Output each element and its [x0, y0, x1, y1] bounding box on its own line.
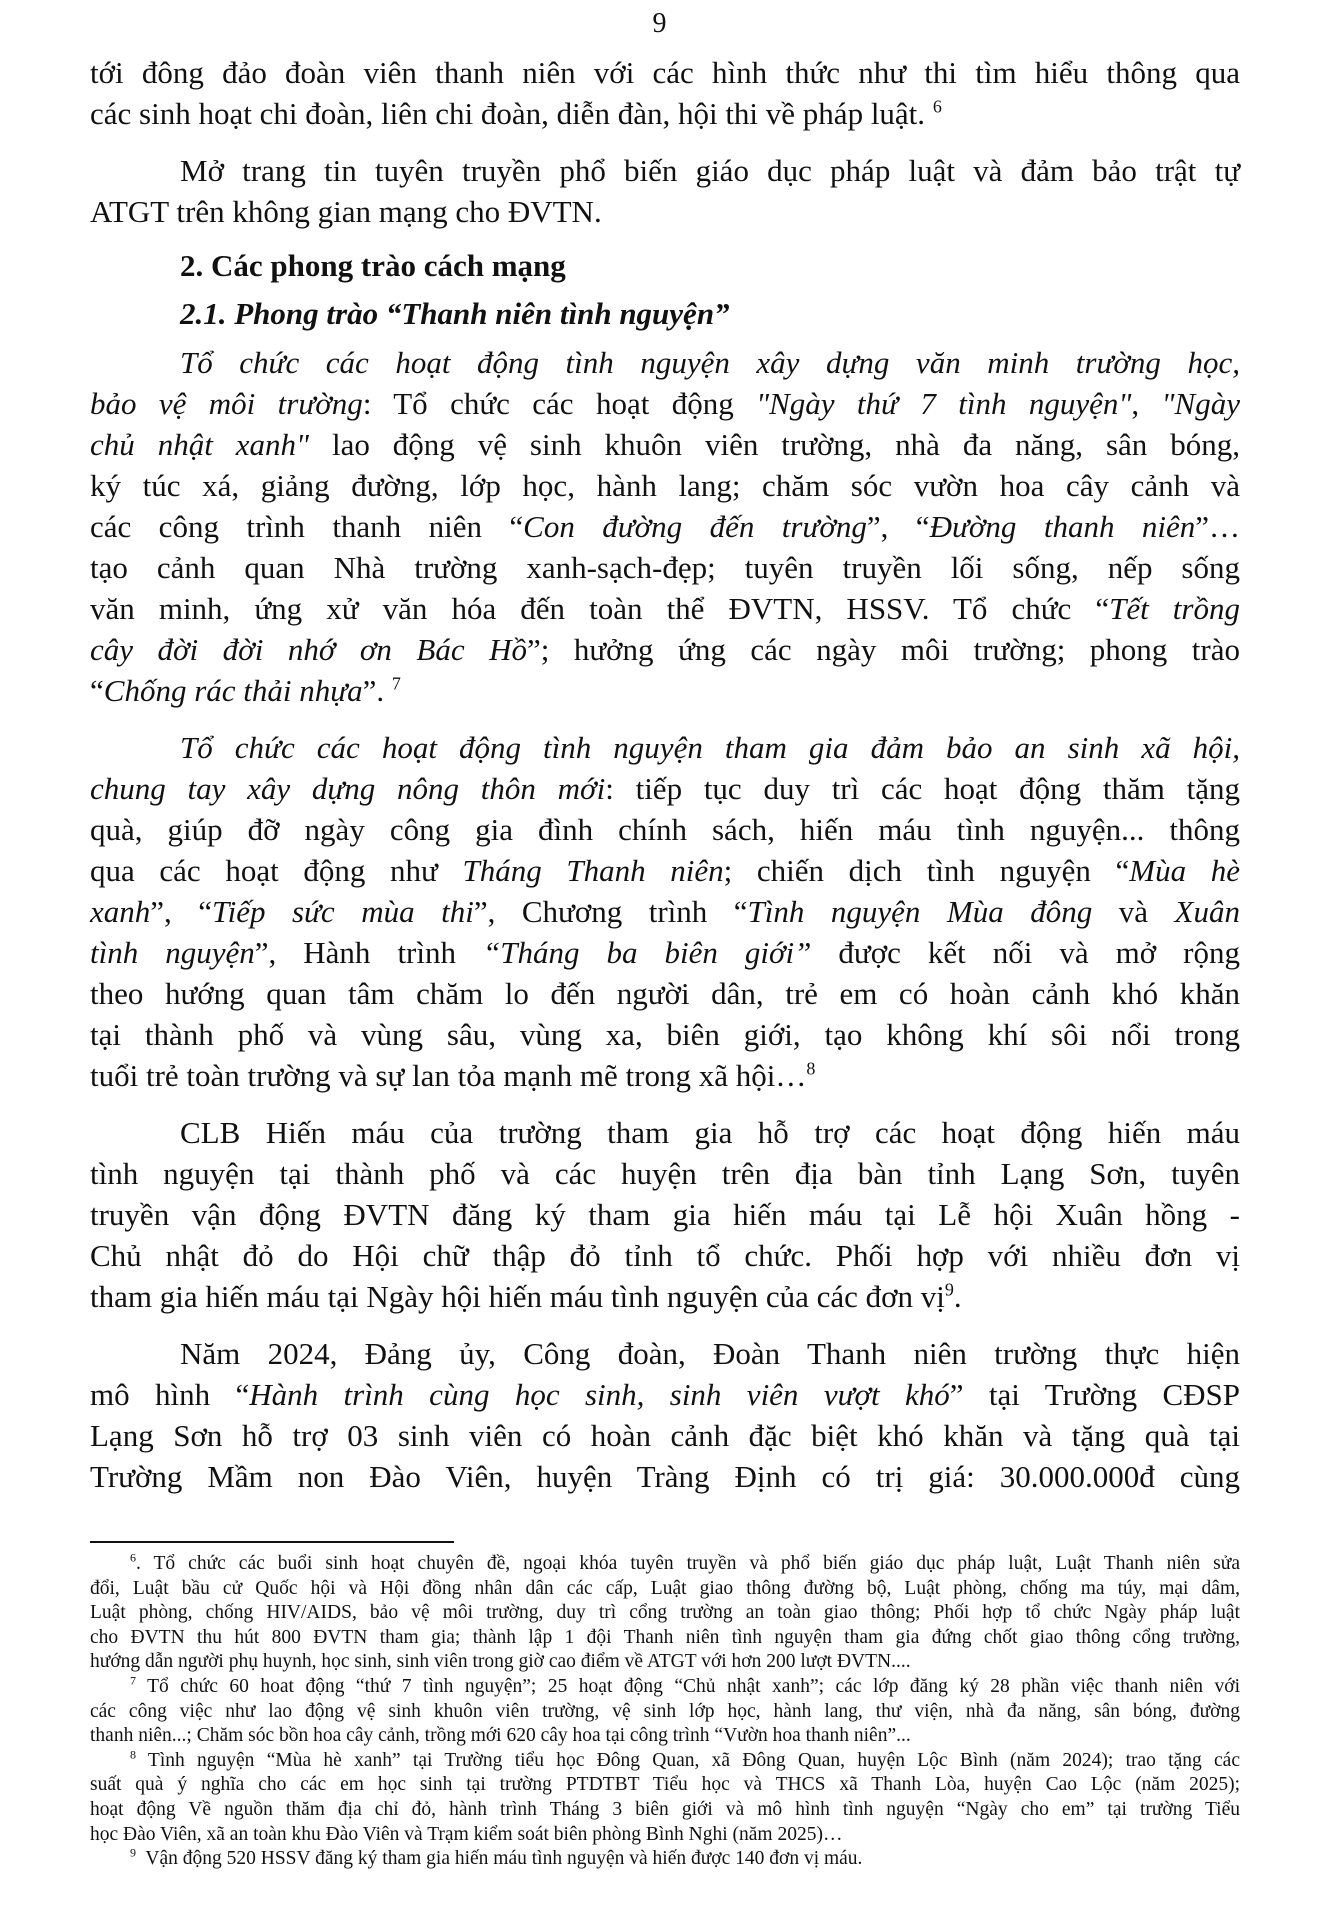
- text-line: quà, giúp đỡ ngày công gia đình chính sách, hiến máu tình nguyện... thông: [90, 812, 1240, 847]
- italic-text: Tổ chức các hoạt động tình nguyện xây dựng văn minh trường học,: [180, 345, 1240, 380]
- footnote-marker: 9: [130, 1845, 136, 1860]
- page-number: 9: [652, 8, 667, 39]
- italic-text: tình nguyện: [90, 935, 255, 970]
- footnote-ref-8[interactable]: 8: [806, 1058, 816, 1079]
- text-span: ,: [1131, 386, 1162, 421]
- footnote-separator: [90, 1541, 454, 1543]
- text-span: : Tổ chức các hoạt động: [362, 386, 757, 421]
- text-span: tuổi trẻ toàn trường và sự lan tỏa mạnh mẽ trong xã hội…: [90, 1058, 807, 1093]
- italic-text: Tổ chức các hoạt động tình nguyện tham gia đảm bảo an sinh xã hội,: [180, 730, 1240, 765]
- text-span: . Tổ chức các buổi sinh hoạt chuyên đề, ngoại khóa tuyên truyền và phổ biến giáo dục pháp luật, Luật Thanh niên sửa: [136, 1553, 1240, 1574]
- text-span: ”…: [1195, 509, 1240, 544]
- text-span: lao động vệ sinh khuôn viên trường, nhà đa năng, sân bóng,: [309, 427, 1240, 462]
- text-span: tham gia hiến máu tại Ngày hội hiến máu tình nguyện của các đơn vị: [90, 1279, 945, 1314]
- footnote-line: các công việc như lao động vệ sinh khuôn viên trường, vệ sinh lớp học, hành lang, thư viện, nhà đa năng, sân bóng, đường: [90, 1700, 1240, 1722]
- text-line: Mở trang tin tuyên truyền phổ biến giáo dục pháp luật và đảm bảo trật tự: [180, 153, 1240, 188]
- italic-text: Xuân: [1174, 894, 1240, 929]
- italic-text: "Ngày: [1161, 386, 1240, 421]
- section-heading: 2. Các phong trào cách mạng: [180, 248, 566, 283]
- footnote-line: [90, 1552, 1240, 1577]
- text-line: Năm 2024, Đảng ủy, Công đoàn, Đoàn Thanh niên trường thực hiện: [180, 1336, 1240, 1371]
- footnote-marker: 8: [130, 1747, 136, 1762]
- italic-text: Con đường đến trường: [523, 509, 867, 544]
- footnote-line: suất quà ý nghĩa cho các em học sinh tại trường PTDTBT Tiểu học và THCS xã Thanh Lòa, huyện Cao Lộc (năm 2025);: [90, 1774, 1240, 1796]
- footnote-line: cho ĐVTN thu hút 800 ĐVTN tham gia; thành lập 1 đội Thanh niên tình nguyện tham gia đứng chốt giao thông cổng trường,: [90, 1626, 1240, 1648]
- footnote-line: hướng dẫn người phụ huynh, học sinh, sinh viên trong giờ cao điểm về ATGT với hơn 200 lượt ĐVTN....: [90, 1651, 911, 1673]
- text-span: ”, Hành trình: [254, 935, 483, 970]
- italic-text: Tết trồng: [1109, 591, 1240, 626]
- italic-text: Tiếp sức mùa thi: [212, 894, 474, 929]
- italic-text: xanh: [90, 894, 151, 929]
- text-line: theo hướng quan tâm chăm lo đến người dân, trẻ em có hoàn cảnh khó khăn: [90, 976, 1240, 1011]
- footnote-ref-7[interactable]: 7: [391, 673, 401, 694]
- text-span: ”, Chương trình “: [473, 894, 748, 929]
- paragraph-6: [90, 1333, 1240, 1497]
- paragraph-5: [90, 1112, 1240, 1317]
- italic-text: Mùa hè: [1129, 853, 1240, 888]
- footnote-6: [90, 1552, 1240, 1675]
- text-span: các sinh hoạt chi đoàn, liên chi đoàn, diễn đàn, hội thi về pháp luật.: [90, 96, 933, 131]
- text-span: ”, “: [866, 509, 930, 544]
- text-span: ; chiến dịch tình nguyện “: [723, 853, 1130, 888]
- italic-text: Tình nguyện Mùa đông: [747, 894, 1093, 929]
- subsection-heading: 2.1. Phong trào “Thanh niên tình nguyện”: [180, 296, 730, 331]
- text-span: ”; hưởng ứng các ngày môi trường; phong trào: [526, 632, 1240, 667]
- text-span: .: [953, 1279, 962, 1314]
- text-line: [90, 424, 1240, 465]
- text-line: tình nguyện tại thành phố và các huyện trên địa bàn tỉnh Lạng Sơn, tuyên: [90, 1156, 1240, 1191]
- text-line: [90, 1276, 1240, 1317]
- footnote-ref-6[interactable]: 6: [932, 96, 942, 117]
- italic-text: chung tay xây dựng nông thôn mới: [90, 771, 606, 806]
- text-span: và: [1092, 894, 1175, 929]
- text-line: ATGT trên không gian mạng cho ĐVTN.: [90, 194, 602, 229]
- footnote-line: hoạt động Về nguồn thăm địa chỉ đỏ, hành trình Tháng 3 biên giới và mô hình tình nguyện “Ngày cho em” tại trường Tiểu: [90, 1798, 1240, 1820]
- footnote-line: [90, 1749, 1240, 1774]
- text-line: [90, 588, 1240, 629]
- text-span: ” tại Trường CĐSP: [949, 1377, 1241, 1412]
- text-line: [90, 1374, 1240, 1415]
- text-line: [90, 768, 1240, 809]
- footnotes: [90, 1552, 1240, 1872]
- footnote-line: Luật phòng, chống HIV/AIDS, bảo vệ môi trường, duy trì cổng trường an toàn giao thông; Phối hợp tổ chức Ngày pháp luật: [90, 1602, 1240, 1624]
- text-line: truyền vận động ĐVTN đăng ký tham gia hiến máu tại Lễ hội Xuân hồng -: [90, 1197, 1240, 1232]
- text-span: mô hình “: [90, 1377, 250, 1412]
- footnote-line: đổi, Luật bầu cử Quốc hội và Hội đồng nhân dân các cấp, Luật giao thông đường bộ, Luật phòng, chống ma túy, mại dâm,: [90, 1577, 1240, 1599]
- paragraph-4: [90, 727, 1240, 1096]
- italic-text: “Tháng ba biên giới”: [483, 935, 812, 970]
- text-span: ”.: [362, 673, 392, 708]
- paragraph-1: [90, 52, 1240, 134]
- text-line: [90, 1055, 1240, 1096]
- italic-text: Tháng Thanh niên: [462, 853, 724, 888]
- paragraph-3: [90, 342, 1240, 711]
- paragraph-2: [90, 150, 1240, 232]
- text-line: [90, 342, 1240, 383]
- footnote-line: [90, 1847, 1240, 1872]
- italic-text: bảo vệ môi trường: [90, 386, 363, 421]
- text-span: qua các hoạt động như: [90, 853, 463, 888]
- text-line: [90, 670, 1240, 711]
- text-span: được kết nối và mở rộng: [811, 935, 1240, 970]
- text-span: Tổ chức 60 hoat động “thứ 7 tình nguyện”; 25 hoạt động “Chủ nhật xanh”; các lớp đăng ký 28 phần việc thanh niên với: [136, 1675, 1240, 1697]
- text-line: [90, 93, 1240, 134]
- italic-text: cây đời đời nhớ ơn Bác Hồ: [90, 632, 527, 667]
- italic-text: Đường thanh niên: [929, 509, 1196, 544]
- text-line: ký túc xá, giảng đường, lớp học, hành lang; chăm sóc vườn hoa cây cảnh và: [90, 468, 1240, 503]
- footnote-marker: 7: [130, 1673, 136, 1688]
- text-span: Tình nguyện “Mùa hè xanh” tại Trường tiểu học Đông Quan, xã Đông Quan, huyện Lộc Bình (năm 2024); trao tặng các: [136, 1749, 1240, 1771]
- text-line: Lạng Sơn hỗ trợ 03 sinh viên có hoàn cảnh đặc biệt khó khăn và tặng quà tại: [90, 1418, 1240, 1453]
- footnote-line: [90, 1675, 1240, 1700]
- text-line: [90, 383, 1240, 424]
- body-text: [90, 52, 1240, 1497]
- text-line: Trường Mầm non Đào Viên, huyện Tràng Định có trị giá: 30.000.000đ cùng: [90, 1459, 1240, 1494]
- italic-text: Chống rác thải nhựa: [103, 673, 363, 708]
- text-line: [90, 727, 1240, 768]
- text-line: tới đông đảo đoàn viên thanh niên với các hình thức như thi tìm hiểu thông qua: [90, 55, 1240, 90]
- text-line: [90, 506, 1240, 547]
- text-span: : tiếp tục duy trì các hoạt động thăm tặng: [605, 771, 1240, 806]
- footnote-marker: 6: [130, 1550, 136, 1565]
- text-span: “: [90, 673, 104, 708]
- footnote-line: thanh niên...; Chăm sóc bồn hoa cây cảnh, trồng mới 620 cây hoa tại công trình “Vườn hoa thanh niên”...: [90, 1725, 911, 1747]
- text-line: [90, 850, 1240, 891]
- text-span: Vận động 520 HSSV đăng ký tham gia hiến máu tình nguyện và hiến được 140 đơn vị máu.: [136, 1848, 863, 1870]
- text-line: tạo cảnh quan Nhà trường xanh-sạch-đẹp; tuyên truyền lối sống, nếp sống: [90, 550, 1240, 585]
- text-line: [90, 932, 1240, 973]
- italic-text: Hành trình cùng học sinh, sinh viên vượt khó: [249, 1377, 950, 1412]
- text-line: Chủ nhật đỏ do Hội chữ thập đỏ tỉnh tổ chức. Phối hợp với nhiều đơn vị: [90, 1238, 1240, 1273]
- italic-text: "Ngày thứ 7 tình nguyện": [756, 386, 1132, 421]
- text-line: [90, 891, 1240, 932]
- text-span: các công trình thanh niên “: [90, 509, 524, 544]
- footnote-7: [90, 1675, 1240, 1749]
- text-line: [90, 629, 1240, 670]
- footnote-9: [90, 1847, 1240, 1872]
- footnote-line: học Đào Viên, xã an toàn khu Đào Viên và Trạm kiểm soát biên phòng Bình Nghi (năm 2025)…: [90, 1823, 843, 1845]
- footnote-8: [90, 1749, 1240, 1847]
- text-line: tại thành phố và vùng sâu, vùng xa, biên giới, tạo không khí sôi nổi trong: [90, 1017, 1240, 1052]
- text-span: ”, “: [150, 894, 213, 929]
- text-line: CLB Hiến máu của trường tham gia hỗ trợ các hoạt động hiến máu: [180, 1115, 1240, 1150]
- footnote-ref-9[interactable]: 9: [944, 1279, 954, 1300]
- italic-text: chủ nhật xanh": [90, 427, 310, 462]
- text-span: văn minh, ứng xử văn hóa đến toàn thể ĐVTN, HSSV. Tổ chức “: [90, 591, 1110, 626]
